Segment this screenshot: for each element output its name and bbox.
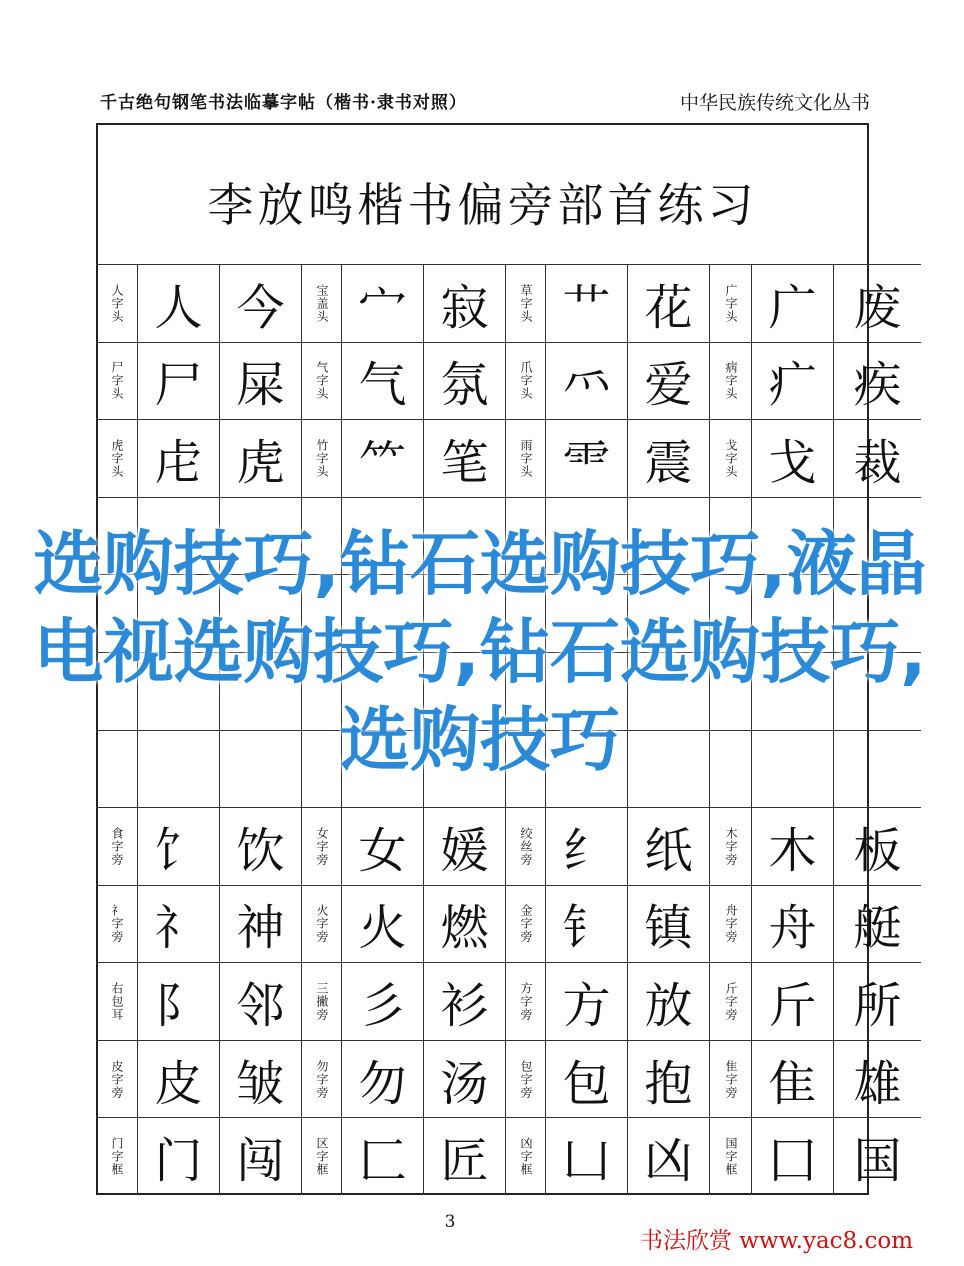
practice-character: 裁 bbox=[833, 419, 921, 497]
practice-character: 国 bbox=[833, 1117, 921, 1195]
radical-label: 人字头 bbox=[96, 264, 137, 342]
radical-label: 右包耳 bbox=[96, 962, 137, 1040]
practice-character: 板 bbox=[833, 807, 921, 885]
practice-character: 艇 bbox=[833, 885, 921, 963]
practice-character: 抱 bbox=[627, 1040, 709, 1118]
radical-label: 食字旁 bbox=[96, 807, 137, 885]
practice-character: 饣 bbox=[137, 807, 219, 885]
practice-character: 纟 bbox=[545, 807, 627, 885]
radical-label: 虎字头 bbox=[96, 419, 137, 497]
site-watermark: 书法欣赏 www.yac8.com bbox=[640, 1228, 914, 1254]
practice-character: ⺤ bbox=[545, 342, 627, 420]
book-series-subtitle: 千古绝句钢笔书法临摹字帖（楷书·隶书对照） bbox=[100, 93, 467, 113]
practice-character: 媛 bbox=[423, 807, 505, 885]
practice-character: 门 bbox=[137, 1117, 219, 1195]
practice-character: 勿 bbox=[341, 1040, 423, 1118]
practice-character: 雄 bbox=[833, 1040, 921, 1118]
practice-character: 礻 bbox=[137, 885, 219, 963]
radical-label: 包字旁 bbox=[505, 1040, 545, 1118]
practice-character: 皱 bbox=[219, 1040, 301, 1118]
radical-label: 草字头 bbox=[505, 264, 545, 342]
radical-label: 病字头 bbox=[709, 342, 751, 420]
practice-character: 方 bbox=[545, 962, 627, 1040]
practice-character: 斤 bbox=[751, 962, 833, 1040]
radical-label: 爪字头 bbox=[505, 342, 545, 420]
practice-character: 钅 bbox=[545, 885, 627, 963]
practice-character: 氛 bbox=[423, 342, 505, 420]
practice-character: 舟 bbox=[751, 885, 833, 963]
practice-character: 囗 bbox=[751, 1117, 833, 1195]
practice-character: 邻 bbox=[219, 962, 301, 1040]
practice-character: 汤 bbox=[423, 1040, 505, 1118]
practice-character: 人 bbox=[137, 264, 219, 342]
practice-character: 震 bbox=[627, 419, 709, 497]
page-title: 李放鸣楷书偏旁部首练习 bbox=[207, 178, 758, 232]
radical-label: 方字旁 bbox=[505, 962, 545, 1040]
spam-overlay-text: 选购技巧,钻石选购技巧,液晶电视选购技巧,钻石选购技巧,选购技巧 bbox=[33, 523, 927, 781]
practice-character: 凵 bbox=[545, 1117, 627, 1195]
radical-label: 广字头 bbox=[709, 264, 751, 342]
practice-character: 燃 bbox=[423, 885, 505, 963]
book-series-title: 中华民族传统文化丛书 bbox=[679, 92, 870, 114]
radical-label: 三撇旁 bbox=[301, 962, 341, 1040]
practice-character: 气 bbox=[341, 342, 423, 420]
practice-character: 爱 bbox=[627, 342, 709, 420]
practice-character: ⺮ bbox=[341, 419, 423, 497]
practice-character: 笔 bbox=[423, 419, 505, 497]
radical-label: 皮字旁 bbox=[96, 1040, 137, 1118]
practice-character: 尸 bbox=[137, 342, 219, 420]
radical-label: 宝盖头 bbox=[301, 264, 341, 342]
practice-character: 虎 bbox=[219, 419, 301, 497]
radical-label: 绞丝旁 bbox=[505, 807, 545, 885]
practice-character: 艹 bbox=[545, 264, 627, 342]
radical-label: 区字框 bbox=[301, 1117, 341, 1195]
practice-character: 女 bbox=[341, 807, 423, 885]
radical-label: 勿字旁 bbox=[301, 1040, 341, 1118]
radical-label: 戈字头 bbox=[709, 419, 751, 497]
practice-character: 匠 bbox=[423, 1117, 505, 1195]
radical-label: 雨字头 bbox=[505, 419, 545, 497]
radical-label: 竹字头 bbox=[301, 419, 341, 497]
practice-character: 疾 bbox=[833, 342, 921, 420]
practice-character: 寂 bbox=[423, 264, 505, 342]
practice-character: 隹 bbox=[751, 1040, 833, 1118]
practice-character: 戈 bbox=[751, 419, 833, 497]
practice-character: 镇 bbox=[627, 885, 709, 963]
practice-character: 木 bbox=[751, 807, 833, 885]
practice-character: 皮 bbox=[137, 1040, 219, 1118]
practice-character: 广 bbox=[751, 264, 833, 342]
practice-character: 宀 bbox=[341, 264, 423, 342]
practice-character: 饮 bbox=[219, 807, 301, 885]
practice-character: 匚 bbox=[341, 1117, 423, 1195]
radical-label: 国字框 bbox=[709, 1117, 751, 1195]
practice-character: 废 bbox=[833, 264, 921, 342]
radical-label: 金字旁 bbox=[505, 885, 545, 963]
radical-label: 气字头 bbox=[301, 342, 341, 420]
practice-character: 衫 bbox=[423, 962, 505, 1040]
practice-character: 花 bbox=[627, 264, 709, 342]
practice-character: 阝 bbox=[137, 962, 219, 1040]
radical-label: 火字旁 bbox=[301, 885, 341, 963]
practice-character: 火 bbox=[341, 885, 423, 963]
radical-label: 礻字旁 bbox=[96, 885, 137, 963]
page-number: 3 bbox=[444, 1212, 456, 1232]
practice-character: 凶 bbox=[627, 1117, 709, 1195]
radical-label: 斤字旁 bbox=[709, 962, 751, 1040]
practice-character: 屎 bbox=[219, 342, 301, 420]
radical-label: 凶字框 bbox=[505, 1117, 545, 1195]
radical-label: 舟字旁 bbox=[709, 885, 751, 963]
radical-label: 女字旁 bbox=[301, 807, 341, 885]
practice-character: 包 bbox=[545, 1040, 627, 1118]
practice-character: 彡 bbox=[341, 962, 423, 1040]
practice-character: 纸 bbox=[627, 807, 709, 885]
practice-character: ⻗ bbox=[545, 419, 627, 497]
practice-character: 疒 bbox=[751, 342, 833, 420]
radical-label: 木字旁 bbox=[709, 807, 751, 885]
radical-label: 门字框 bbox=[96, 1117, 137, 1195]
practice-character: 虍 bbox=[137, 419, 219, 497]
practice-character: 放 bbox=[627, 962, 709, 1040]
radical-label: 隹字旁 bbox=[709, 1040, 751, 1118]
practice-character: 神 bbox=[219, 885, 301, 963]
practice-character: 所 bbox=[833, 962, 921, 1040]
practice-character: 今 bbox=[219, 264, 301, 342]
practice-character: 闯 bbox=[219, 1117, 301, 1195]
radical-label: 尸字头 bbox=[96, 342, 137, 420]
